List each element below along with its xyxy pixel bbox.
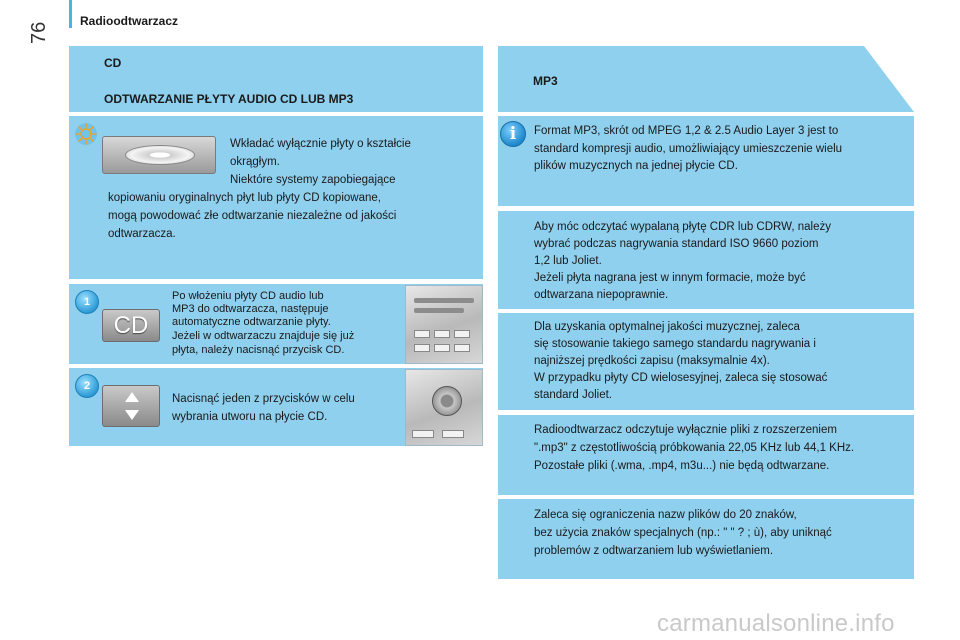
info-line-1: Format MP3, skrót od MPEG 1,2 & 2.5 Audio Layer 3 jest to <box>534 125 839 137</box>
info-line-3: plików muzycznych na jednej płycie CD. <box>534 160 738 172</box>
step1-badge: 1 <box>75 290 99 314</box>
block4-line-1: Radioodtwarzacz odczytuje wyłącznie pliki z rozszerzeniem <box>534 424 837 436</box>
block2-line-1: Aby móc odczytać wypalaną płytę CDR lub CDRW, należy <box>534 221 831 233</box>
mp3-header-panel <box>498 46 914 112</box>
section-title: Radioodtwarzacz <box>80 14 179 28</box>
radio-cd-slot-image <box>102 136 216 174</box>
tip-line-6: odtwarzacza. <box>108 228 176 240</box>
step1-line-3: automatyczne odtwarzanie płyty. <box>172 316 331 328</box>
block3-line-4: W przypadku płyty CD wielosesyjnej, zaleca się stosować <box>534 372 828 384</box>
block5-line-2: bez użycia znaków specjalnych (np.: " " ? ; ù), aby uniknąć <box>534 527 832 539</box>
block2-line-3: 1,2 lub Joliet. <box>534 255 602 267</box>
tip-line-2: okrągłym. <box>230 156 280 168</box>
block5-line-1: Zaleca się ograniczenia nazw plików do 20 znaków, <box>534 509 797 521</box>
arrow-down-icon[interactable] <box>125 410 139 420</box>
tip-line-1: Wkładać wyłącznie płyty o kształcie <box>230 138 411 150</box>
tip-line-4: kopiowaniu oryginalnych płyt lub płyty CD kopiowane, <box>108 192 381 204</box>
step1-line-2: MP3 do odtwarzacza, następuje <box>172 303 329 315</box>
header-accent-bar <box>69 0 72 28</box>
sun-icon <box>72 120 100 148</box>
cd-title: CD <box>104 56 122 70</box>
page-number: 76 <box>28 21 50 44</box>
info-icon: i <box>500 121 526 147</box>
step1-line-5: płyta, należy nacisnąć przycisk CD. <box>172 344 345 356</box>
step2-line-1: Nacisnąć jeden z przycisków w celu <box>172 393 355 405</box>
track-select-buttons[interactable] <box>102 385 160 427</box>
block3-line-5: standard Joliet. <box>534 389 612 401</box>
block4-line-2: ".mp3" z częstotliwością próbkowania 22,05 KHz lub 44,1 KHz. <box>534 442 855 454</box>
block5-line-3: problemów z odtwarzaniem lub wyświetlaniem. <box>534 545 774 557</box>
block2-line-2: wybrać podczas nagrywania standard ISO 9660 poziom <box>534 238 819 250</box>
watermark: carmanualsonline.info <box>657 610 895 637</box>
cd-button[interactable]: CD <box>102 309 160 342</box>
tip-line-5: mogą powodować złe odtwarzanie niezależne od jakości <box>108 210 397 222</box>
arrow-up-icon[interactable] <box>125 392 139 402</box>
navigation-knob-photo <box>405 369 483 446</box>
knob-icon <box>432 386 462 416</box>
cd-disc-icon <box>125 145 195 165</box>
radio-panel-photo <box>405 285 483 364</box>
step2-badge: 2 <box>75 374 99 398</box>
tip-line-3: Niektóre systemy zapobiegające <box>230 174 396 186</box>
cd-subtitle: ODTWARZANIE PŁYTY AUDIO CD LUB MP3 <box>104 92 354 106</box>
mp3-title: MP3 <box>533 74 558 88</box>
block3-line-3: najniższej prędkości zapisu (maksymalnie 4x). <box>534 355 770 367</box>
block3-line-1: Dla uzyskania optymalnej jakości muzycznej, zaleca <box>534 321 800 333</box>
block2-line-5: odtwarzana niepoprawnie. <box>534 289 669 301</box>
block4-line-3: Pozostałe pliki (.wma, .mp4, m3u...) nie będą odtwarzane. <box>534 460 830 472</box>
block2-line-4: Jeżeli płyta nagrana jest w innym formacie, może być <box>534 272 806 284</box>
info-line-2: standard kompresji audio, umożliwiający umieszczenie wielu <box>534 143 843 155</box>
step2-line-2: wybrania utworu na płycie CD. <box>172 411 328 423</box>
step1-line-4: Jeżeli w odtwarzaczu znajduje się już <box>172 330 355 342</box>
step1-line-1: Po włożeniu płyty CD audio lub <box>172 290 324 302</box>
block3-line-2: się stosowanie takiego samego standardu nagrywania i <box>534 338 816 350</box>
